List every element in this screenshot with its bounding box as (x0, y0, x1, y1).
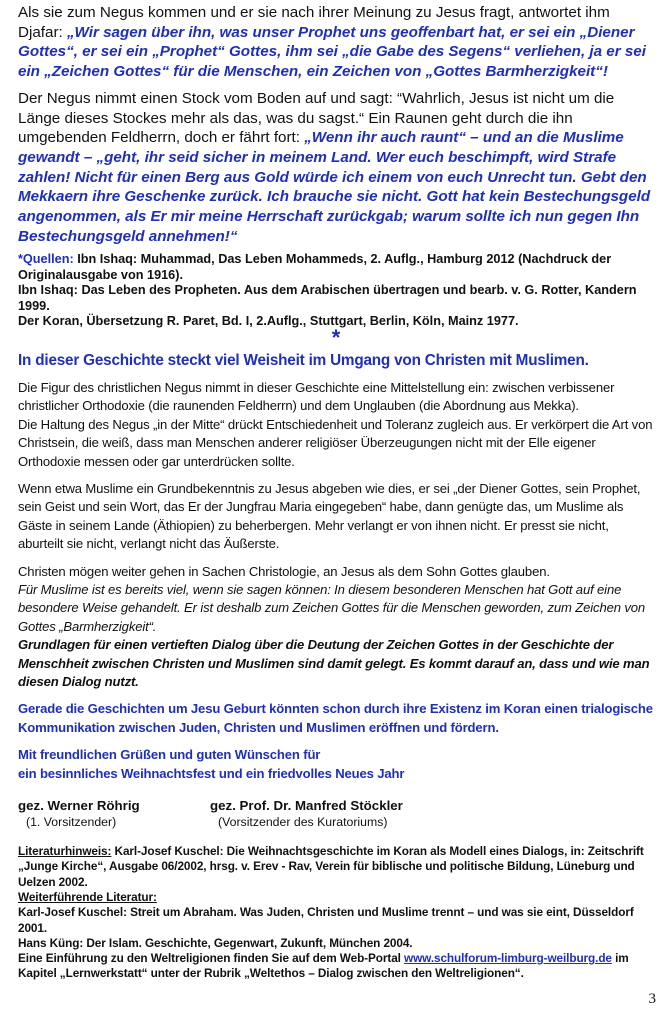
paragraph-text: Als sie zum Negus kommen und er sie nach ihrer Meinung zu Jesus fragt, antwortet ihm Djafar: (18, 4, 610, 41)
source-line-2: Ibn Ishaq: Das Leben des Propheten. Aus dem Arabischen übertragen und bearb. v. G. Rotter, Kandern 1999. (18, 283, 637, 313)
body-bold-italic-text: Grundlagen für einen vertieften Dialog über die Deutung der Zeichen Gottes in der Geschichte der Menschheit zwischen Christen und Muslimen sind damit gelegt. Es kommt darauf an, dass und wie man diesen Dialog nutzt. (18, 637, 650, 690)
signature-roehrig (18, 797, 210, 830)
body-paragraph-3: Wenn etwa Muslime ein Grundbekenntnis zu Jesus abgeben wie dies, er sei „der Diener Gottes, sein Prophet, sein Geist und sein Wort, das Er der Jungfrau Maria eingegeben“ habe, dann genügte das, um Muslime als Gäste in seinem Lande (Äthiopien) zu beherbergen. Mehr verlangt er von ihnen nicht. Er presst sie nicht, aburteilt sie nicht, verlangt nicht das Äußerste. (18, 480, 641, 552)
signatures (18, 797, 654, 830)
literature-item: Karl-Josef Kuschel: Streit um Abraham. Was Juden, Christen und Muslime trennt – und was sie eint, Düsseldorf 2001. (18, 905, 634, 935)
signature-role: (Vorsitzender des Kuratoriums) (218, 815, 388, 830)
literature-text: Karl-Josef Kuschel: Die Weihnachtsgeschichte im Koran als Modell eines Dialogs, in: Zeitschrift „Junge Kirche“, Ausgabe 06/2002, hrsg. v. Erev - Rav, Verein für biblische und politische Bildung, Lüneburg und Uelzen 2002. (18, 844, 644, 889)
body-paragraph-5: Gerade die Geschichten um Jesu Geburt könnten schon durch ihre Existenz im Koran einen trialogische Kommunikation zwischen Juden, Christen und Muslimen eröffnen und fördern. (18, 701, 653, 735)
signature-role: (1. Vorsitzender) (26, 815, 117, 830)
page-number: 3 (648, 991, 656, 1007)
greeting-line-2: ein besinnliches Weihnachtsfest und ein friedvolles Neues Jahr (18, 765, 405, 781)
greeting (18, 746, 654, 783)
body-text: Christen mögen weiter gehen in Sachen Christologie, an Jesus als dem Sohn Gottes glauben. (18, 563, 550, 579)
literature-block (18, 844, 654, 982)
literature-note (18, 844, 654, 890)
paragraph-negus (18, 89, 654, 247)
source-text: Ibn Ishaq: Muhammad, Das Leben Mohammeds, 2. Auflɡ., Hamburg 2012 (Nachdruck der Originalausgabe von 1916). (18, 252, 612, 282)
djafar-quote: „Wir sagen über ihn, was unser Prophet uns geoffenbart hat, er sei ein „Diener Gottes“, er sei ein „Prophet“ Gottes, ihm sei „die Gabe des Segens“ verliehen, ja er sei ein „Zeichen Gottes“ für die Menschen, ein Zeichen von „Gottes Barmherzigkeit“! (18, 23, 646, 81)
signature-name: gez. Prof. Dr. Manfred Stöckler (210, 798, 403, 814)
sources-block (18, 252, 654, 330)
literature-text: Eine Einführung zu den Weltreligionen finden Sie auf dem Web-Portal (18, 951, 405, 966)
body-paragraph-4 (18, 563, 654, 692)
source-line-3: Der Koran, Übersetzung R. Paret, Bd. I, 2.Auflɡ., Stuttgart, Berlin, Köln, Mainz 1977. (18, 314, 519, 329)
body-italic-text: Für Muslime ist es bereits viel, wenn sie sagen können: In diesem besonderen Menschen hat Gott auf eine besondere Weise gehandelt. Er ist deshalb zum Zeichen Gottes für die Menschen geworden, zum Zeichen von Gottes „Barmherzigkeit“. (18, 582, 645, 634)
portal-link[interactable]: www.schulforum-limburg-weilburg.de (404, 951, 612, 966)
paragraph-text: Der Negus nimmt einen Stock vom Boden auf und sagt: “Wahrlich, Jesus ist nicht um die Länge dieses Stockes mehr als das, was du sagst.“ Ein Raunen geht durch die ihn umgebenden Feldherrn, doch er fährt fort: (18, 89, 615, 147)
greeting-line-1: Mit freundlichen Grüßen und guten Wünschen für (18, 747, 321, 763)
sources-label: *Quellen: (18, 252, 74, 267)
literature-label: Literaturhinweis: (18, 844, 112, 859)
source-line-1 (18, 252, 654, 283)
paragraph-djafar (18, 3, 654, 82)
body-paragraph-1 (18, 379, 654, 471)
further-literature-label: Weiterführende Literatur: (18, 889, 157, 904)
document-page (18, 3, 654, 982)
signature-stoeckler (210, 797, 403, 830)
literature-text: im Kapitel „Lernwerkstatt“ unter der Rubrik „Weltethos – Dialog zwischen den Weltreligionen“. (18, 951, 629, 981)
body-text: Die Figur des christlichen Negus nimmt in dieser Geschichte eine Mittelstellung ein: zwischen verbissener christlicher Orthodoxie (die raunenden Feldherrn) und dem Unglauben (die Abordnung aus Mekka). (18, 379, 615, 414)
body-text: Die Haltung des Negus „in der Mitte“ drückt Entschiedenheit und Toleranz zugleich aus. Er verkörpert die Art von Christsein, die weiß, dass man Menschen anderer religiöser Überzeugungen nicht mit der Elle eigener Orthodoxie messen oder gar unterdrücken sollte. (18, 416, 653, 469)
literature-portal-note (18, 951, 654, 982)
signature-name: gez. Werner Röhrig (18, 798, 140, 814)
separator-star: * (331, 324, 341, 350)
literature-item: Hans Küng: Der Islam. Geschichte, Gegenwart, Zukunft, München 2004. (18, 935, 413, 950)
negus-quote: „Wenn ihr auch raunt“ – und an die Muslime gewandt – „geht, ihr seid sicher in meinem Land. Wer euch beschimpft, wird Strafe zahlen! Nicht für einen Berg aus Gold würde ich einem von euch Unrecht tun. Gebt den Mekkaern ihre Geschenke zurück. Ich brauche sie nicht. Gott hat kein Bestechungsgeld angenommen, als Er mir meine Herrschaft zurückgab; warum sollte ich nun gegen Ihn Bestechungsgeld annehmen!“ (18, 129, 651, 245)
section-headline: In dieser Geschichte steckt viel Weisheit im Umgang von Christen mit Muslimen. (18, 351, 589, 369)
